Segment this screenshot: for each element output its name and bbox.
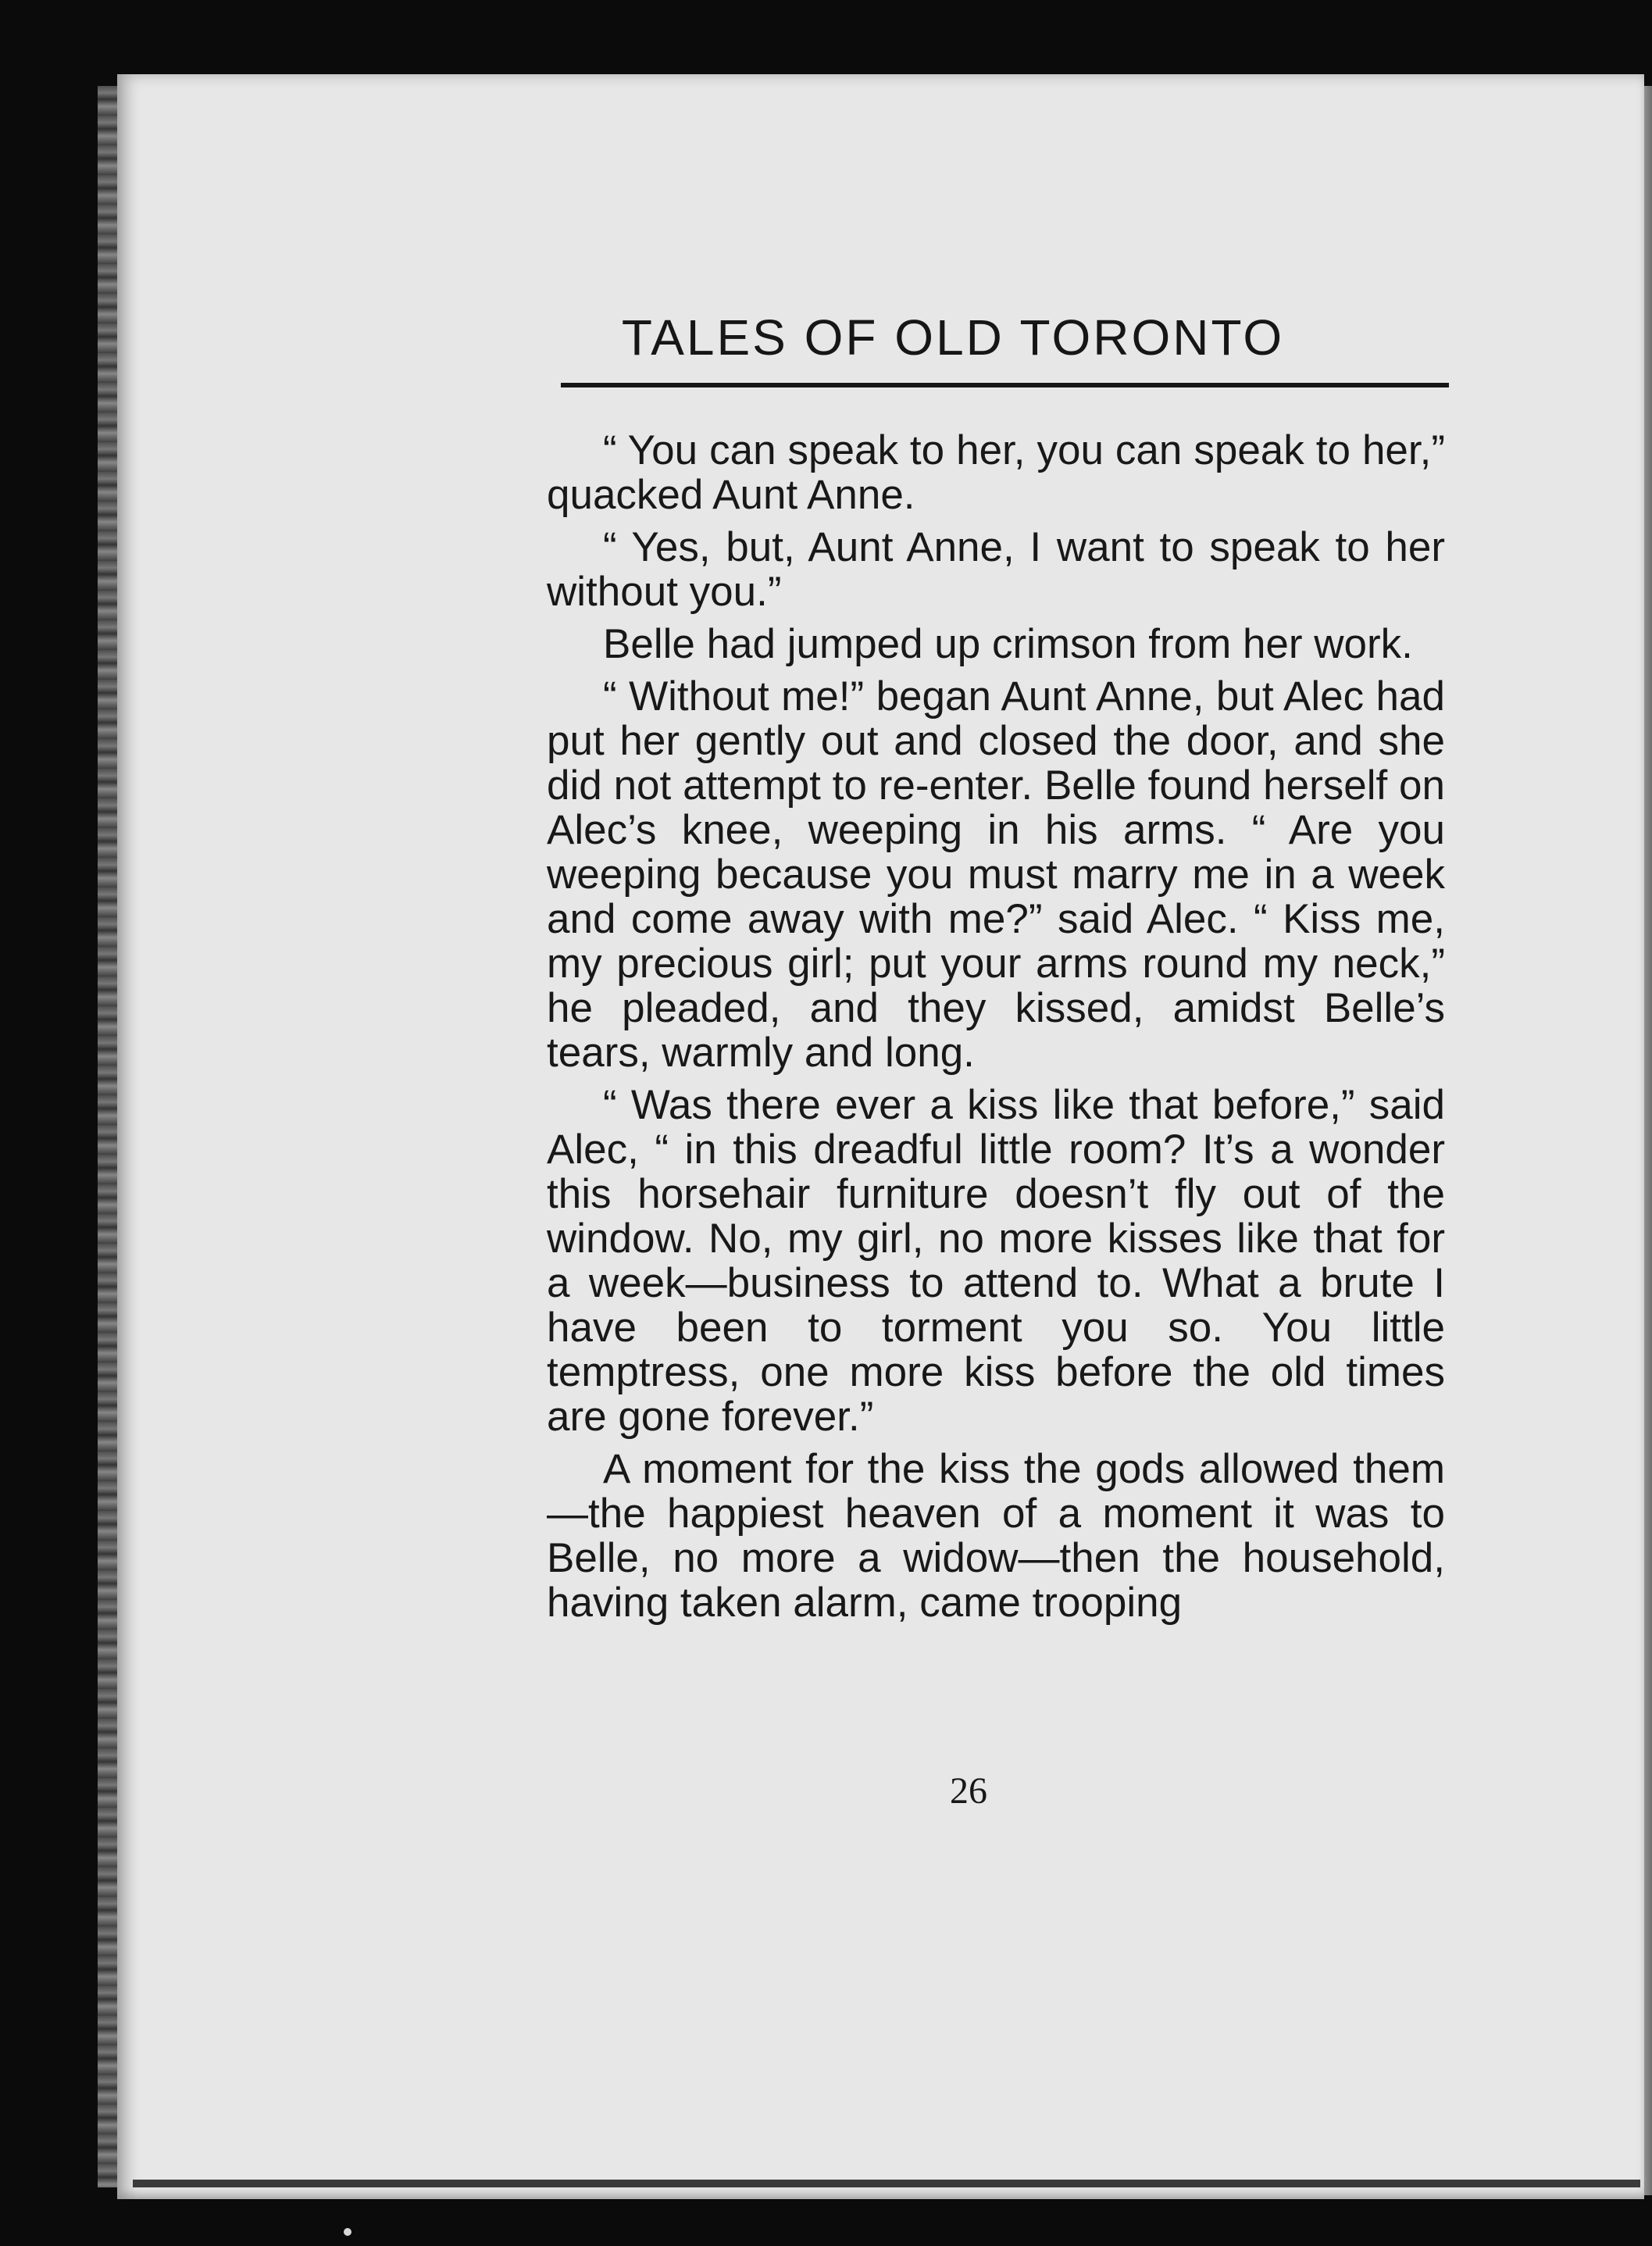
page-number: 26: [950, 1770, 987, 1812]
paragraph: “ Without me!” began Aunt Anne, but Alec had put her gently out and closed the door, and she did not attempt to re-enter. Belle found herself on Alec’s knee, weeping in his arms. “ Are you weeping because you must marry me in a week and come away with me?” said Alec. “ Kiss me, my precious girl; put your arms round my neck,” he pleaded, and they kissed, amidst Belle’s tears, warmly and long.: [547, 673, 1445, 1076]
paragraph: “ You can speak to her, you can speak to her,” quacked Aunt Anne.: [547, 427, 1445, 518]
paragraph: “ Was there ever a kiss like that before,” said Alec, “ in this dreadful little room? It’s a wonder this horsehair furniture doesn’t fly out of the window. No, my girl, no more kisses like that for a week—business to attend to. What a brute I have been to torment you so. You little temptress, one more kiss before the old times are gone forever.”: [547, 1082, 1445, 1440]
paragraph: Belle had jumped up crimson from her work.: [603, 621, 1413, 667]
paragraph: A moment for the kiss the gods allowed them—the happiest heaven of a moment it was to Belle, no more a widow—then the household, having taken alarm, came trooping: [547, 1446, 1445, 1626]
running-head: TALES OF OLD TORONTO: [621, 309, 1285, 366]
page-bottom-edge: [133, 2180, 1640, 2187]
body-text: [547, 428, 1445, 1633]
header-rule: [561, 383, 1449, 387]
dust-speck: [344, 2228, 351, 2236]
paragraph: “ Yes, but, Aunt Anne, I want to speak to her without you.”: [547, 524, 1445, 615]
